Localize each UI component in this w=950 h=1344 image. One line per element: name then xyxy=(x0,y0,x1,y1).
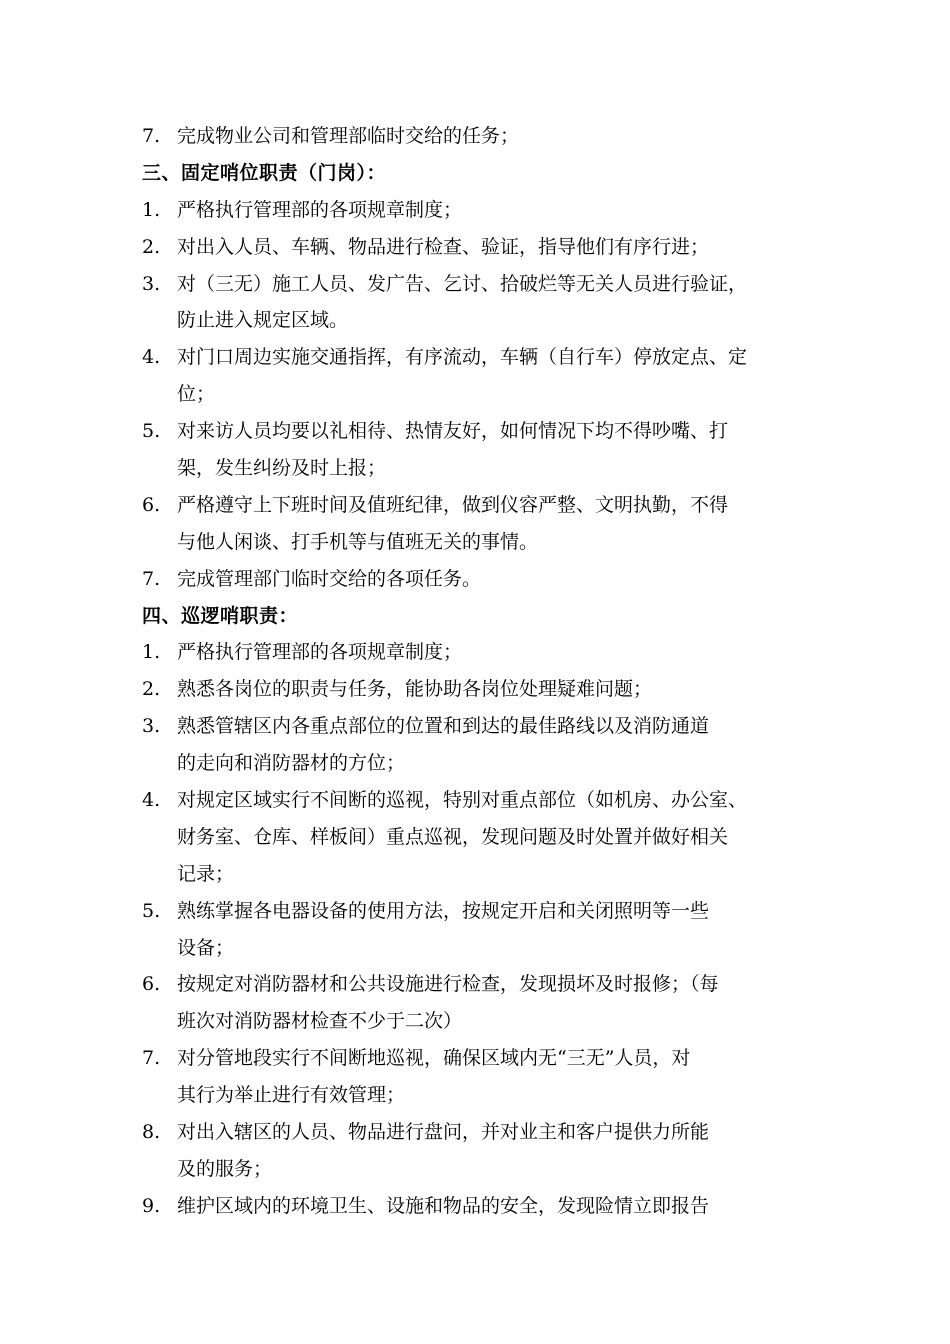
list-item-text: 严格执行管理部的各项规章制度； xyxy=(177,198,463,221)
list-item-text: 严格遵守上下班时间及值班纪律，做到仪容严整、文明执勤，不得 xyxy=(177,493,729,516)
list-item-text: 按规定对消防器材和公共设施进行检查，发现损坏及时报修；（每 xyxy=(177,973,719,996)
list-item-number: 7. xyxy=(142,125,161,147)
list-item-continuation: 的走向和消防器材的方位； xyxy=(177,752,406,775)
list-item-number: 4. xyxy=(142,346,161,369)
list-item-number: 1. xyxy=(142,641,161,664)
list-item-number: 7. xyxy=(142,567,161,590)
list-item xyxy=(142,229,822,266)
list-item-number: 3. xyxy=(142,272,161,295)
list-item xyxy=(142,1040,822,1077)
list-item-continuation: 防止进入规定区域。 xyxy=(177,309,349,332)
list-item-text: 对出入人员、车辆、物品进行检查、验证，指导他们有序行进； xyxy=(177,235,710,258)
list-item xyxy=(142,1114,822,1151)
list-item-number: 5. xyxy=(142,420,161,443)
list-item-continuation: 记录； xyxy=(177,862,235,885)
list-item-number: 9. xyxy=(142,1194,161,1217)
list-item-number: 1. xyxy=(142,198,161,221)
list-item-text: 熟悉各岗位的职责与任务，能协助各岗位处理疑难问题； xyxy=(177,678,653,701)
list-item xyxy=(142,339,822,376)
list-item-continuation: 班次对消防器材检查不少于二次） xyxy=(177,1010,463,1033)
list-item xyxy=(142,671,822,708)
list-item xyxy=(142,413,822,450)
list-item xyxy=(142,966,822,1003)
document-body xyxy=(142,118,822,1225)
list-item xyxy=(142,118,822,155)
list-item-continuation: 设备； xyxy=(177,936,235,959)
list-item-continuation: 及的服务； xyxy=(177,1157,273,1180)
list-item-number: 2. xyxy=(142,678,161,701)
list-item-continuation: 与他人闲谈、打手机等与值班无关的事情。 xyxy=(177,530,539,553)
list-item-text: 对（三无）施工人员、发广告、乞讨、拾破烂等无关人员进行验证， xyxy=(177,272,748,295)
list-item xyxy=(142,782,822,819)
list-item-text: 完成管理部门临时交给的各项任务。 xyxy=(177,567,482,590)
list-item-text: 对分管地段实行不间断地巡视，确保区域内无“三无”人员，对 xyxy=(177,1047,691,1070)
list-item-text: 维护区域内的环境卫生、设施和物品的安全，发现险情立即报告 xyxy=(177,1194,710,1217)
list-item-number: 6. xyxy=(142,973,161,996)
list-item-continuation: 位； xyxy=(177,383,216,406)
list-item xyxy=(142,266,822,303)
list-item-text: 对规定区域实行不间断的巡视，特别对重点部位（如机房、办公室、 xyxy=(177,789,748,812)
list-item-number: 5. xyxy=(142,899,161,922)
list-item-text: 对来访人员均要以礼相待、热情友好，如何情况下均不得吵嘴、打 xyxy=(177,420,729,443)
list-item xyxy=(142,634,822,671)
list-item-text: 对出入辖区的人员、物品进行盘问，并对业主和客户提供力所能 xyxy=(177,1121,710,1144)
list-item-text: 完成物业公司和管理部临时交给的任务； xyxy=(177,125,520,147)
list-item-number: 4. xyxy=(142,789,161,812)
list-item-text: 严格执行管理部的各项规章制度； xyxy=(177,641,463,664)
list-item-text: 熟练掌握各电器设备的使用方法，按规定开启和关闭照明等一些 xyxy=(177,899,710,922)
list-item xyxy=(142,487,822,524)
list-item-text: 熟悉管辖区内各重点部位的位置和到达的最佳路线以及消防通道 xyxy=(177,715,710,738)
list-item-continuation: 财务室、仓库、样板间）重点巡视，发现问题及时处置并做好相关 xyxy=(177,825,729,848)
list-item xyxy=(142,1188,822,1225)
list-item xyxy=(142,708,822,745)
list-item-continuation: 其行为举止进行有效管理； xyxy=(177,1084,406,1107)
list-item-number: 7. xyxy=(142,1047,161,1070)
list-item-continuation: 架，发生纠纷及时上报； xyxy=(177,457,387,480)
list-item-number: 8. xyxy=(142,1121,161,1144)
list-item-text: 对门口周边实施交通指挥，有序流动，车辆（自行车）停放定点、定 xyxy=(177,346,748,369)
list-item-number: 3. xyxy=(142,715,161,738)
list-item-number: 2. xyxy=(142,235,161,258)
list-item xyxy=(142,893,822,930)
list-item xyxy=(142,561,822,598)
list-item xyxy=(142,192,822,229)
section-heading: 三、固定哨位职责（门岗）： xyxy=(142,161,387,184)
list-item-number: 6. xyxy=(142,493,161,516)
section-heading: 四、巡逻哨职责： xyxy=(142,604,299,627)
